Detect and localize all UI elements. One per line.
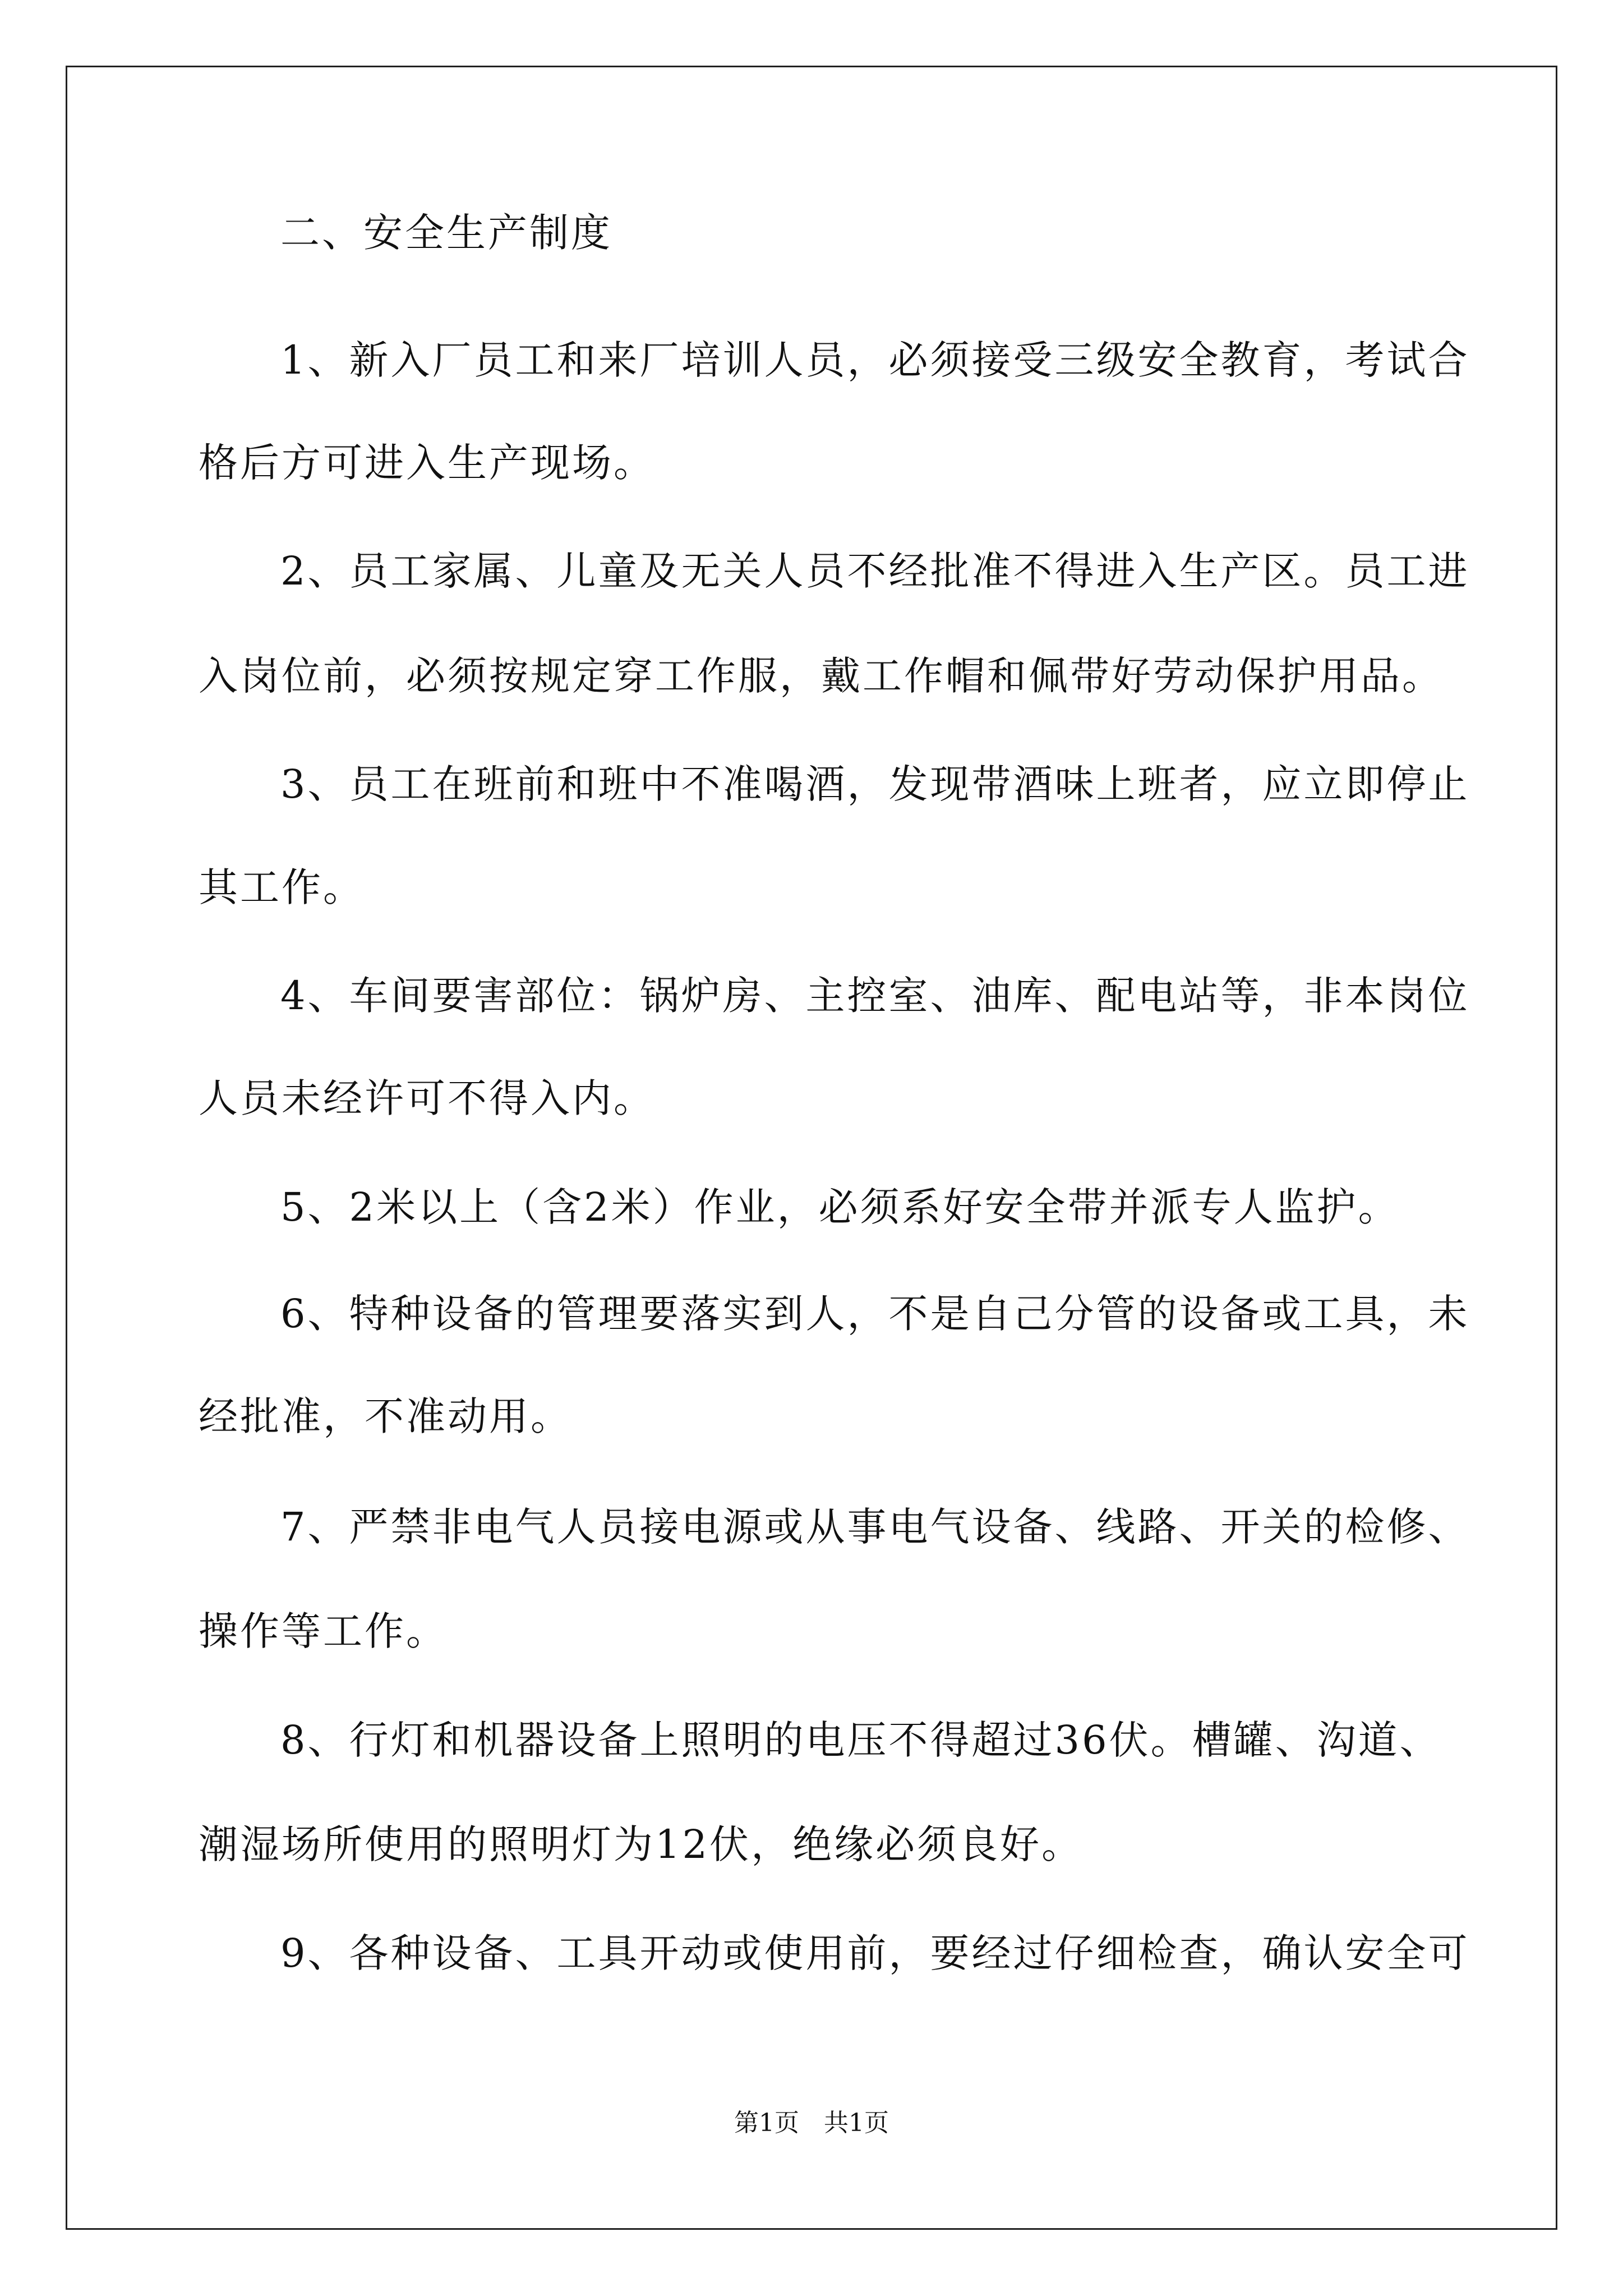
- paragraph-9-line-1: 9、各种设备、工具开动或使用前，要经过仔细检查，确认安全可: [280, 1930, 1470, 1976]
- section-heading: 二、安全生产制度: [280, 210, 612, 256]
- paragraph-7-line-1: 7、严禁非电气人员接电源或从事电气设备、线路、开关的检修、: [280, 1504, 1470, 1550]
- paragraph-1-line-1: 1、新入厂员工和来厂培训人员，必须接受三级安全教育，考试合: [280, 337, 1470, 383]
- paragraph-2-line-1: 2、员工家属、儿童及无关人员不经批准不得进入生产区。员工进: [280, 548, 1470, 594]
- paragraph-5-line-1: 5、2米以上（含2米）作业，必须系好安全带并派专人监护。: [280, 1184, 1400, 1230]
- paragraph-7-line-2: 操作等工作。: [199, 1608, 448, 1654]
- page-footer: [0, 2106, 1623, 2140]
- paragraph-6-line-2: 经批准，不准动用。: [199, 1393, 572, 1439]
- paragraph-6-line-1: 6、特种设备的管理要落实到人，不是自己分管的设备或工具，未: [280, 1291, 1470, 1337]
- paragraph-8-line-2: 潮湿场所使用的照明灯为12伏，绝缘必须良好。: [199, 1821, 1083, 1867]
- page-total: 共1页: [824, 2109, 889, 2137]
- paragraph-3-line-2: 其工作。: [199, 864, 365, 910]
- paragraph-3-line-1: 3、员工在班前和班中不准喝酒，发现带酒味上班者，应立即停止: [280, 761, 1470, 807]
- page-number: 第1页: [734, 2109, 799, 2137]
- paragraph-1-line-2: 格后方可进入生产现场。: [199, 440, 655, 486]
- page-border: [66, 66, 1557, 2230]
- paragraph-4-line-1: 4、车间要害部位：锅炉房、主控室、油库、配电站等，非本岗位: [280, 973, 1470, 1019]
- paragraph-4-line-2: 人员未经许可不得入内。: [199, 1075, 655, 1121]
- paragraph-8-line-1: 8、行灯和机器设备上照明的电压不得超过36伏。槽罐、沟道、: [280, 1717, 1441, 1763]
- paragraph-2-line-2: 入岗位前，必须按规定穿工作服，戴工作帽和佩带好劳动保护用品。: [199, 653, 1444, 699]
